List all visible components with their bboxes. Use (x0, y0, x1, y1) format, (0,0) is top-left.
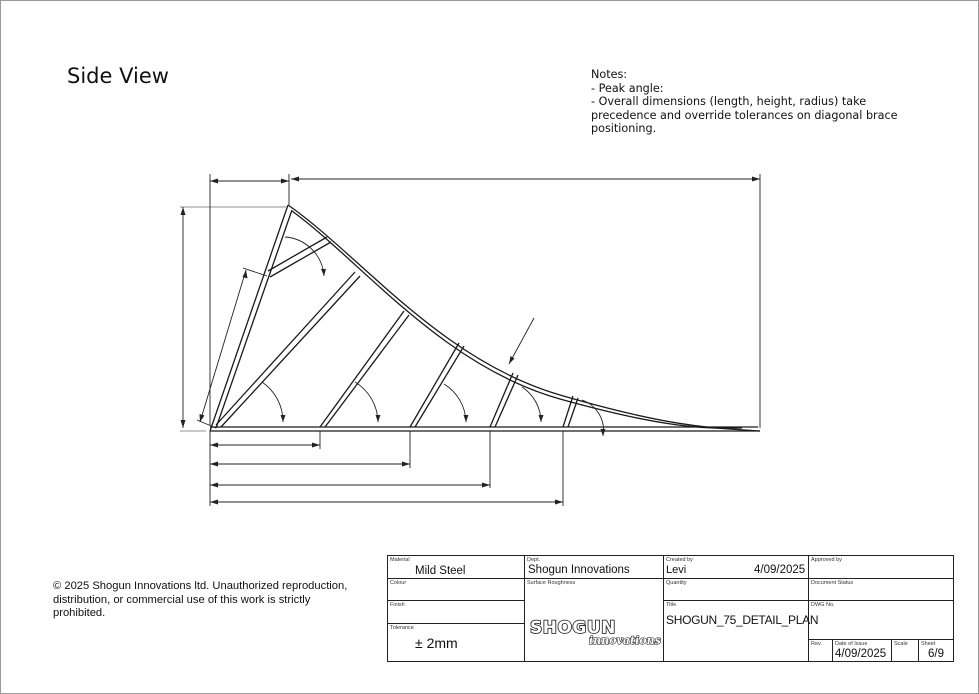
view-title: Side View (67, 64, 169, 88)
copyright-notice: © 2025 Shogun Innovations ltd. Unauthorized reproduction, distribution, or commercial use of this work is strictly prohibited. (53, 580, 348, 620)
document-status-label: Document Status (811, 580, 854, 586)
title-label: Title (666, 602, 677, 608)
created-by-label: Created by (666, 557, 693, 563)
notes-heading: Notes: (591, 68, 628, 81)
brace-3-a (410, 343, 459, 427)
ramp-curve-outer (288, 205, 760, 431)
sheet-value: 6/9 (928, 648, 944, 660)
dwg-no-label: DWG No. (811, 602, 835, 608)
tolerance-value: ± 2mm (415, 635, 458, 651)
tolerance-label: Tolerance (390, 625, 414, 631)
date-of-issue-label: Date of Issue (835, 641, 868, 647)
material-value: Mild Steel (415, 565, 466, 577)
date-of-issue-value: 4/09/2025 (835, 648, 887, 660)
finish-label: Finish (390, 602, 405, 608)
logo-graphic (529, 616, 663, 648)
front-leg-inner (216, 210, 292, 428)
note-line-peak-angle: - Peak angle: (591, 81, 664, 95)
surface-roughness-label: Surface Roughness (527, 580, 576, 586)
quantity-label: Quantity (666, 580, 687, 586)
material-label: Material (390, 557, 410, 563)
title-value: SHOGUN_75_DETAIL_PLAN (666, 613, 819, 627)
brace-2-a (320, 311, 404, 427)
brace-3-b (415, 346, 464, 427)
dept-label: Dept. (527, 557, 541, 563)
ramp-curve-inner (292, 211, 742, 428)
note-line-dimensions: - Overall dimensions (length, height, radius) take precedence and override tolerances on diagonal brace positioning. (591, 95, 898, 135)
brace-2-b (325, 315, 409, 427)
created-date-value: 4/09/2025 (754, 564, 806, 576)
rev-label: Rev. (811, 641, 822, 647)
dept-value: Shogun Innovations (528, 564, 630, 576)
approved-by-label: Approved by (811, 557, 842, 563)
shogun-innovations-logo (529, 616, 663, 648)
logo-text-bottom: innovations (589, 634, 661, 647)
created-by-value: Levi (666, 564, 687, 576)
brace-1-b (221, 276, 360, 427)
brace-1-a (216, 272, 355, 425)
brace-4-a (490, 373, 513, 427)
title-block (387, 555, 954, 662)
scale-label: Scale (894, 641, 908, 647)
colour-label: Colour (390, 580, 407, 586)
brace-4-b (495, 375, 518, 427)
sheet-label: Sheet (921, 641, 936, 647)
logo-text-top: SHOGUN (530, 618, 616, 638)
